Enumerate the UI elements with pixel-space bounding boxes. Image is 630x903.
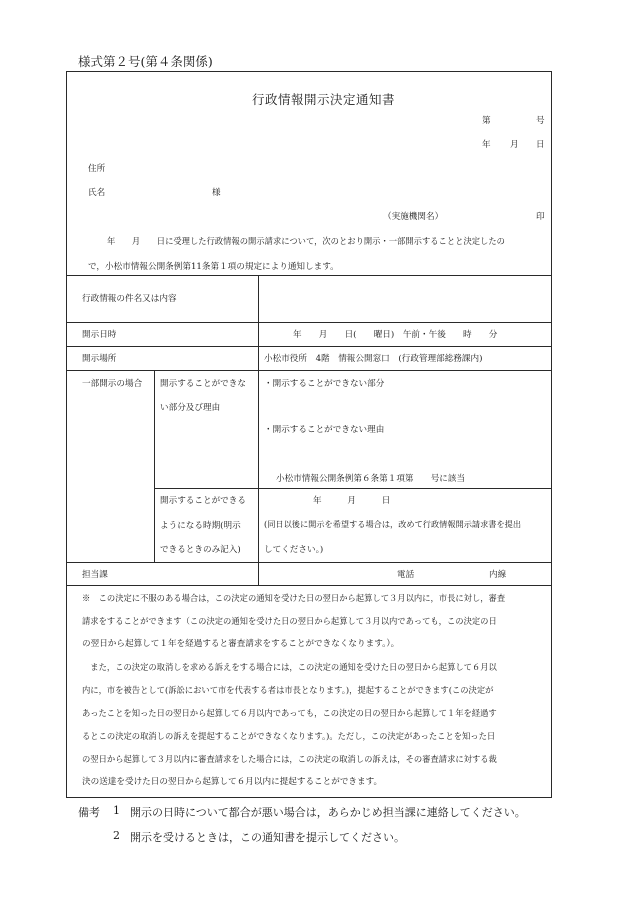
column-divider [154, 370, 155, 562]
remarks-item2-text: 開示を受けるときは，この通知書を提示してください。 [130, 831, 405, 844]
issue-date-day: 日 [536, 140, 545, 150]
row-divider [67, 585, 551, 586]
lawsuit-note-line6: 決の送達を受けた日の翌日から起算して６月以内に提起することができます。 [82, 777, 383, 787]
undisclosable-label-line2: い部分及び理由 [160, 403, 221, 413]
appeal-note-line1: ※ この決定に不服のある場合は，この決定の通知を受けた日の翌日から起算して３月以内に，市長に対し，審査 [82, 593, 506, 603]
honorific: 様 [212, 188, 221, 198]
remarks-item1-text: 開示の日時について都合が悪い場合は，あらかじめ担当課に連絡してください。 [130, 806, 526, 819]
table-top-border [67, 275, 551, 276]
contact-section-label: 担当課 [82, 570, 108, 580]
place-value: 小松市役所 4階 情報公開窓口 (行政管理部総務課内) [264, 354, 483, 364]
phone-label: 電話 [397, 570, 415, 580]
future-date: 年 月 日 [313, 496, 391, 506]
remarks-item2-number: 2 [113, 829, 120, 842]
ordinance-clause: 小松市情報公開条例第６条第１項第 号に該当 [276, 474, 466, 484]
number-prefix: 第 [482, 116, 491, 126]
row-divider [67, 322, 551, 323]
lawsuit-note-line2: 内に，市を被告として(訴訟において市を代表する者は市長となります。)，提起することができます(この決定が [82, 685, 494, 695]
name-label: 氏名 [88, 188, 106, 198]
lawsuit-note-line3: あったことを知った日の翌日から起算して６月以内であっても，この決定の日の翌日から起算して１年を経過す [82, 708, 497, 718]
lawsuit-note-line5: の翌日から起算して３月以内に審査請求をした場合には，この決定の取消しの訴えは，その審査請求に対する裁 [82, 754, 497, 764]
number-suffix: 号 [536, 116, 545, 126]
future-label-line2: ようになる時期(明示 [160, 521, 241, 531]
future-label-line1: 開示することができる [160, 496, 246, 506]
seal-mark: 印 [536, 212, 545, 222]
future-label-line3: できるときのみ記入) [160, 545, 241, 555]
partial-disclosure-label: 一部開示の場合 [82, 379, 143, 389]
row-divider [67, 562, 551, 563]
intro-line-1: 年 月 日に受理した行政情報の開示請求について，次のとおり開示・一部開示することと決定したの [107, 236, 505, 246]
address-label: 住所 [88, 164, 106, 174]
future-note-line2: してください。) [264, 545, 324, 555]
datetime-value: 年 月 日( 曜日) 午前・午後 時 分 [293, 330, 498, 340]
place-label: 開示場所 [82, 354, 117, 364]
form-number-label: 様式第２号(第４条関係) [78, 54, 213, 69]
future-note-line1: (同日以後に開示を希望する場合は，改めて行政情報開示請求書を提出 [264, 519, 522, 529]
undisclosable-label-line1: 開示することができな [160, 379, 246, 389]
notice-form [66, 71, 552, 798]
intro-line-2: で，小松市情報公開条例第11条第１項の規定により通知します。 [88, 262, 339, 272]
subject-label: 行政情報の件名又は内容 [82, 294, 177, 304]
undisclosable-reason: ・開示することができない理由 [264, 425, 385, 435]
document-title: 行政情報開示決定通知書 [252, 92, 396, 107]
extension-label: 内線 [489, 570, 507, 580]
undisclosable-part: ・開示することができない部分 [264, 379, 385, 389]
lawsuit-note-line1: また，この決定の取消しを求める訴えをする場合には，この決定の通知を受けた日の翌日から起算して６月以 [82, 662, 497, 672]
row-divider [67, 346, 551, 347]
issue-date-year: 年 [482, 140, 491, 150]
datetime-label: 開示日時 [82, 330, 117, 340]
remarks-label: 備考 [78, 806, 100, 819]
column-divider [258, 275, 259, 585]
appeal-note-line2: 請求をすることができます（この決定の通知を受けた日の翌日から起算して３月以内であっても，この決定の日 [82, 616, 497, 626]
remarks-item1-number: 1 [113, 804, 120, 817]
row-divider [67, 370, 551, 371]
appeal-note-line3: の翌日から起算して１年を経過すると審査請求をすることができなくなります。）。 [82, 639, 400, 649]
lawsuit-note-line4: るとこの決定の取消しの訴えを提起することができなくなります。)。ただし，この決定があったことを知った日 [82, 731, 496, 741]
issue-date-month: 月 [510, 140, 519, 150]
agency-name-label: （実施機関名） [383, 212, 444, 222]
row-divider [154, 488, 551, 489]
